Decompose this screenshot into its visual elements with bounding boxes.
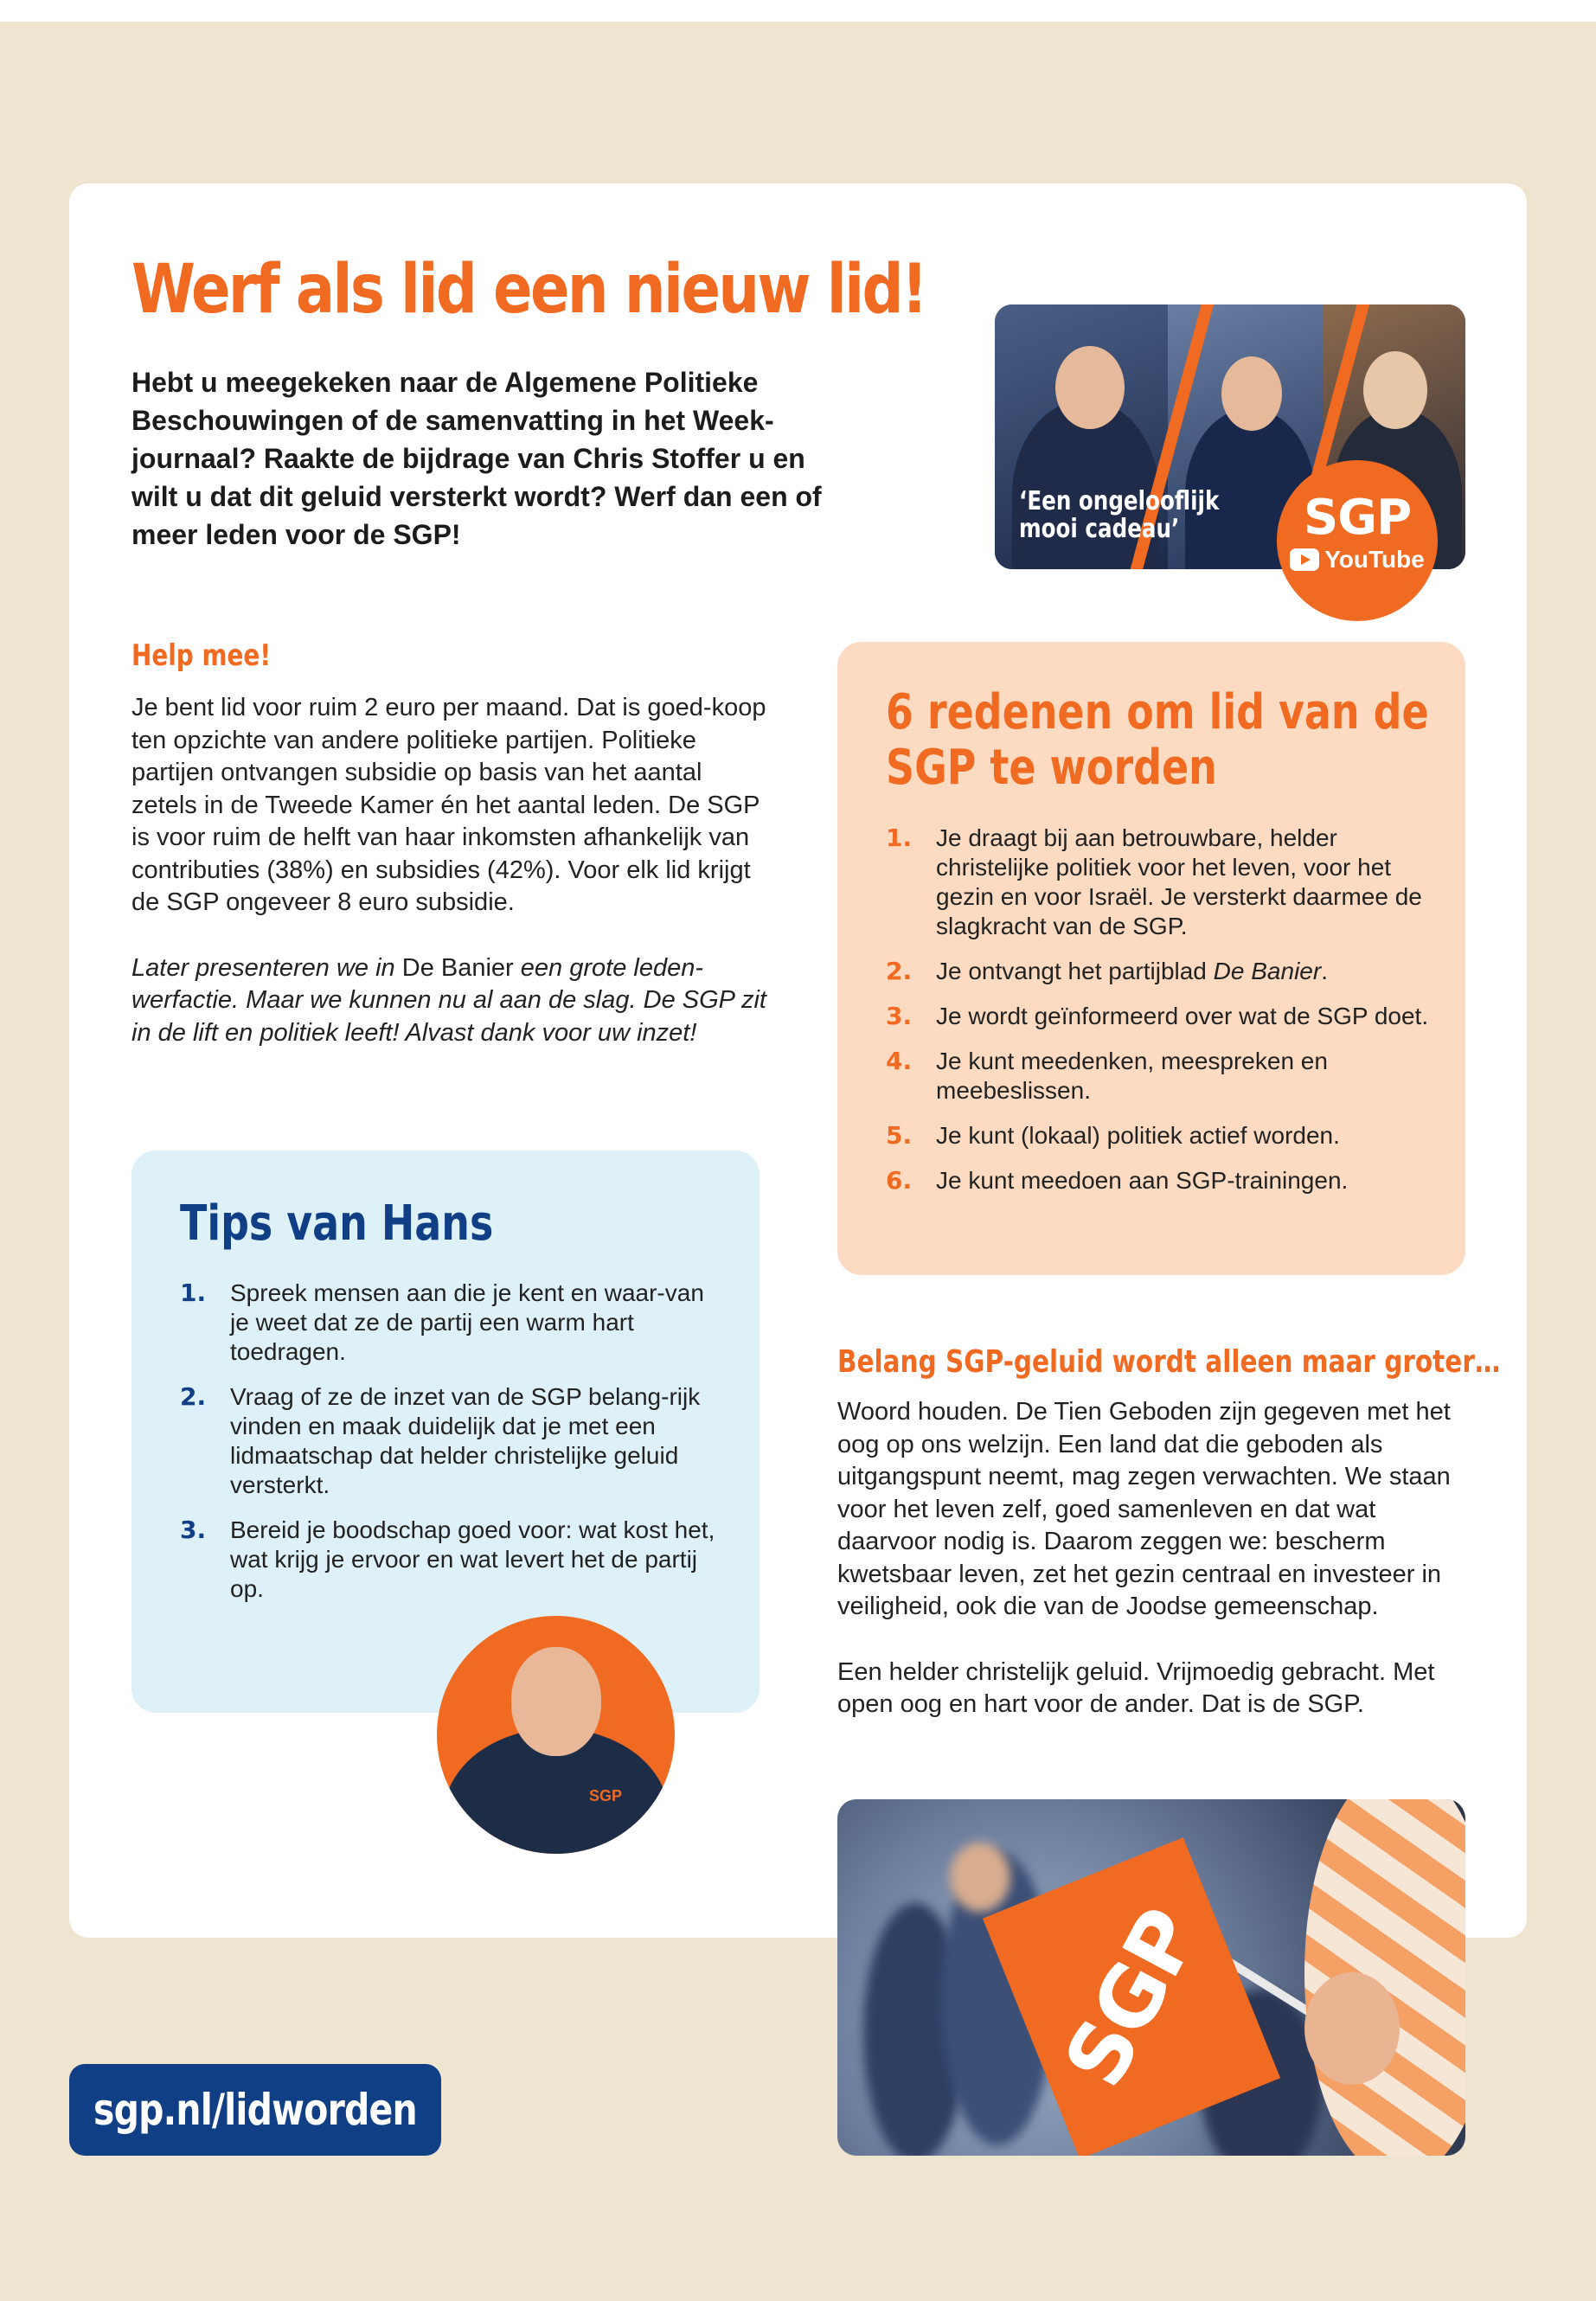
reason-banier: De Banier — [1213, 958, 1322, 984]
tip-text: Bereid je boodschap goed voor: wat kost het, wat krijg je ervoor en wat levert het de partij op. — [230, 1516, 715, 1602]
help-banier: De Banier — [401, 953, 514, 982]
hans-face — [511, 1647, 601, 1756]
tips-list — [180, 1279, 716, 1619]
reason-number: 3. — [886, 1002, 913, 1030]
reasons-title-text: 6 redenen om lid van de SGP te worden — [886, 684, 1429, 796]
background-face — [950, 1843, 1010, 1912]
youtube-play-icon — [1290, 548, 1319, 571]
reason-text: Je draagt bij aan betrouwbare, helder christelijke politiek voor het leven, voor het gezin en voor Israël. Je versterkt daarmee de slagkracht van de SGP. — [936, 824, 1422, 939]
reasons-box — [837, 642, 1465, 1275]
reason-item — [886, 957, 1439, 986]
video-quote: ‘Een ongelooflijk mooi cadeau’ — [1019, 486, 1220, 544]
reason-text: Je wordt geïnformeerd over wat de SGP doet. — [936, 1003, 1429, 1029]
belang-paragraph-1: Woord houden. De Tien Geboden zijn gegeven met het oog op ons welzijn. Een land dat die geboden als uitgangspunt neemt, mag zegen verwachten. We staan voor het leven zelf, goed samenleven en dat wat daarvoor nodig is. Daarom zeggen we: bescherm kwetsbaar leven, zet het gezin centraal en investeer in veiligheid, ook die van de Joodse gemeenschap. — [837, 1398, 1451, 1620]
belang-body — [837, 1396, 1469, 1721]
reason-item — [886, 1047, 1439, 1106]
tip-number: 2. — [180, 1382, 207, 1411]
help-title: Help mee! — [131, 638, 272, 673]
reason-item — [886, 1166, 1439, 1195]
reason-text: Je kunt meedenken, meespreken en meebeslissen. — [936, 1048, 1328, 1104]
reasons-title — [886, 685, 1439, 796]
youtube-badge[interactable] — [1277, 460, 1438, 621]
flag-photo — [837, 1799, 1465, 2156]
signup-url-text: sgp.nl/lidworden — [93, 2085, 417, 2135]
reason-number: 6. — [886, 1166, 913, 1195]
reason-number: 1. — [886, 824, 913, 852]
reasons-list — [886, 824, 1439, 1211]
help-paragraph: Je bent lid voor ruim 2 euro per maand. Dat is goed-koop ten opzichte van andere politieke partijen. Politieke partijen ontvangen subsidie op basis van het aantal zetels in de Tweede Kamer én het aantal leden. De SGP is voor ruim de helft van haar inkomsten afhankelijk van contributies (38%) en subsidies (42%). Voor elk lid krijgt de SGP ongeveer 8 euro subsidie. — [131, 694, 766, 916]
help-italic-part: Later presenteren we in — [131, 953, 402, 982]
page-title: Werf als lid een nieuw lid! — [131, 251, 926, 329]
tip-text: Vraag of ze de inzet van de SGP belang-rijk vinden en maak duidelijk dat je met een lidmaatschap dat helder christelijke geluid versterkt. — [230, 1383, 701, 1498]
reason-text: Je kunt meedoen aan SGP-trainingen. — [936, 1167, 1349, 1194]
youtube-text: YouTube — [1324, 546, 1425, 573]
tip-item — [180, 1279, 716, 1367]
reason-text: Je kunt (lokaal) politiek actief worden. — [936, 1122, 1340, 1149]
intro-text: Hebt u meegekeken naar de Algemene Politieke Beschouwingen of de samenvatting in het Week-journaal? Raakte de bijdrage van Chris Stoffer u en wilt u dat dit geluid versterkt wordt? Werf dan een of meer leden voor de SGP! — [131, 367, 822, 550]
help-italic-part: een grote leden-werfactie. Maar we kunnen nu al aan de slag. De SGP zit in de lift en politiek leeft! Alvast dank voor uw inzet! — [131, 953, 766, 1047]
tip-item — [180, 1516, 716, 1604]
belang-paragraph-2: Een helder christelijk geluid. Vrijmoedig gebracht. Met open oog en hart voor de ander. Dat is de SGP. — [837, 1657, 1435, 1718]
reason-number: 5. — [886, 1121, 913, 1150]
top-strip — [0, 0, 1596, 22]
speaker-head — [1363, 351, 1427, 429]
reason-item — [886, 824, 1439, 941]
help-italic-paragraph — [131, 952, 772, 1050]
jacket-logo: SGP — [589, 1787, 623, 1804]
hand — [1304, 1972, 1400, 2085]
reason-number: 4. — [886, 1047, 913, 1075]
hans-portrait — [437, 1616, 675, 1854]
flag-text: SGP — [1045, 1894, 1218, 2103]
help-body — [131, 692, 772, 1049]
youtube-label — [1277, 546, 1438, 574]
signup-url-button[interactable] — [69, 2064, 441, 2156]
tip-text: Spreek mensen aan die je kent en waar-van je weet dat ze de partij een warm hart toedragen. — [230, 1279, 704, 1365]
tip-number: 1. — [180, 1279, 207, 1307]
reason-text — [936, 957, 1328, 986]
reason-text-part: Je ontvangt het partijblad — [936, 958, 1214, 984]
tips-box — [131, 1150, 760, 1713]
reason-item — [886, 1121, 1439, 1150]
tip-item — [180, 1382, 716, 1500]
tip-number: 3. — [180, 1516, 207, 1544]
striped-sleeve — [1304, 1799, 1465, 2156]
speaker-head — [1221, 356, 1282, 431]
belang-title: Belang SGP-geluid wordt alleen maar groter… — [837, 1344, 1501, 1380]
reason-text-part: . — [1321, 958, 1328, 984]
tips-title: Tips van Hans — [180, 1195, 494, 1252]
reason-item — [886, 1002, 1439, 1031]
speaker-head — [1055, 346, 1125, 429]
reason-number: 2. — [886, 957, 913, 985]
sgp-logo-text: SGP — [1303, 490, 1412, 546]
